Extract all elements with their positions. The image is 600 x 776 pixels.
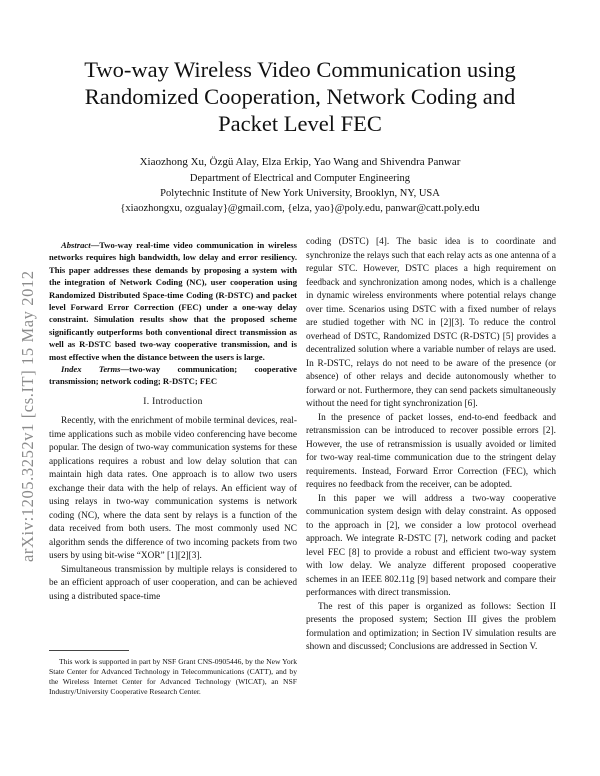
footnote-text: This work is supported in part by NSF Grant CNS-0905446, by the New York State Center for Advanced Technology in Telecommunications (CATT), and by the Wireless Internet Center for Advanced Technology (WICAT), an NSF Industry/University Cooperative Research Center. [49,657,297,696]
author-department: Department of Electrical and Computer Engineering [189,173,411,184]
author-block [40,155,560,216]
body-paragraph: coding (DSTC) [4]. The basic idea is to coordinate and synchronize the relays such that each relay acts as one antenna of a regular STC. However, DSTC places a high requirement on feedback and synchronization among nodes, which is a challenge in dynamic wireless environments where potential relays change over time. Scenarios using DSTC with a fixed number of relays are studied together with NC in [2][3]. To reduce the control overhead of DSTC, Randomized DSTC (R-DSTC) [5] provides a decentralized solution where a variable number of relays are used. In R-DSTC, relays do not need to be aware of the presence (or absence) of other relays and decide autonomously whether to forward or not. Furthermore, they can send packets simultaneously without the need for tight synchronization [6]. [306,237,556,409]
index-terms-text: —two-way communication; cooperative transmission; network coding; R-DSTC; FEC [49,364,297,387]
footnote [49,657,297,697]
title-line: Packet Level FEC [218,111,382,136]
left-column [49,239,297,604]
abstract-paragraph [49,239,297,363]
body-paragraph: Simultaneous transmission by multiple relays is considered to be an efficient approach of user cooperation, and can be achieved using a distributed space-time [49,564,297,602]
title-line: Two-way Wireless Video Communication using [84,57,516,82]
author-names: Xiaozhong Xu, Özgü Alay, Elza Erkip, Yao Wang and Shivendra Panwar [139,156,461,168]
author-emails: {xiaozhongxu, ozgualay}@gmail.com, {elza, yao}@poly.edu, panwar@catt.poly.edu [120,203,480,214]
author-institute: Polytechnic Institute of New York University, Brooklyn, NY, USA [160,188,440,199]
body-paragraph: In the presence of packet losses, end-to-end feedback and retransmission can be introduced to recover possible errors [2]. However, the use of retransmission is usually avoided or limited for two-way real-time communication due to the stringent delay requirements. Instead, Forward Error Correction (FEC), which requires no feedback from the receiver, can be adopted. [306,412,556,490]
section-heading: I. Introduction [143,396,203,407]
right-column [306,236,556,655]
body-paragraph: In this paper we will address a two-way cooperative communication system design with delay constraint. As opposed to the approach in [2], we consider a low protocol overhead approach. We integrate R-DSTC [7], network coding and packet level FEC [8] to provide a robust and efficient two-way system with low delay. We analyze different proposed cooperative schemes in an IEEE 802.11g [9] based network and compare their performances with direct transmission. [306,493,556,598]
abstract [49,239,297,388]
title-line: Randomized Cooperation, Network Coding and [84,84,516,109]
abstract-text: —Two-way real-time video communication in wireless networks requires high bandwidth, low delay and error resiliency. This paper addresses these demands by proposing a system with the integration of Network Coding (NC), user cooperation using Randomized Distributed Space-time Coding (R-DSTC) and packet level Forward Error Correction (FEC) under a one-way delay constraint. Simulation results show that the proposed scheme significantly outperforms both conventional direct transmission as well as R-DSTC based two-way cooperative transmission, and is most effective when the distance between the users is large. [49,240,297,362]
index-terms-label: Index Terms [61,364,121,375]
index-terms [49,363,297,388]
body-paragraph: Recently, with the enrichment of mobile terminal devices, real-time applications such as mobile video conferencing have become popular. The design of two-way communication systems for these applications requires a robust and low delay solution that can maintain high data rates. One approach is to allow two users exchange their data with the help of relays. An efficient way of using relays in two-way communication systems is network coding (NC), where the data sent by relays is a function of the data received from both users. The most commonly used NC algorithm sends the difference of two incoming packets from two users by using bit-wise “XOR” [1][2][3]. [49,416,297,562]
abstract-label: Abstract [61,240,91,250]
body-paragraph: The rest of this paper is organized as follows: Section II presents the proposed system; Section III gives the problem formulation and optimization; in Section IV simulation results are shown and discussed; Conclusions are addressed in Section V. [306,601,556,652]
arxiv-stamp: arXiv:1205.3252v1 [cs.IT] 15 May 2012 [18,270,37,562]
footnote-rule [49,650,129,651]
paper-title [40,56,560,137]
